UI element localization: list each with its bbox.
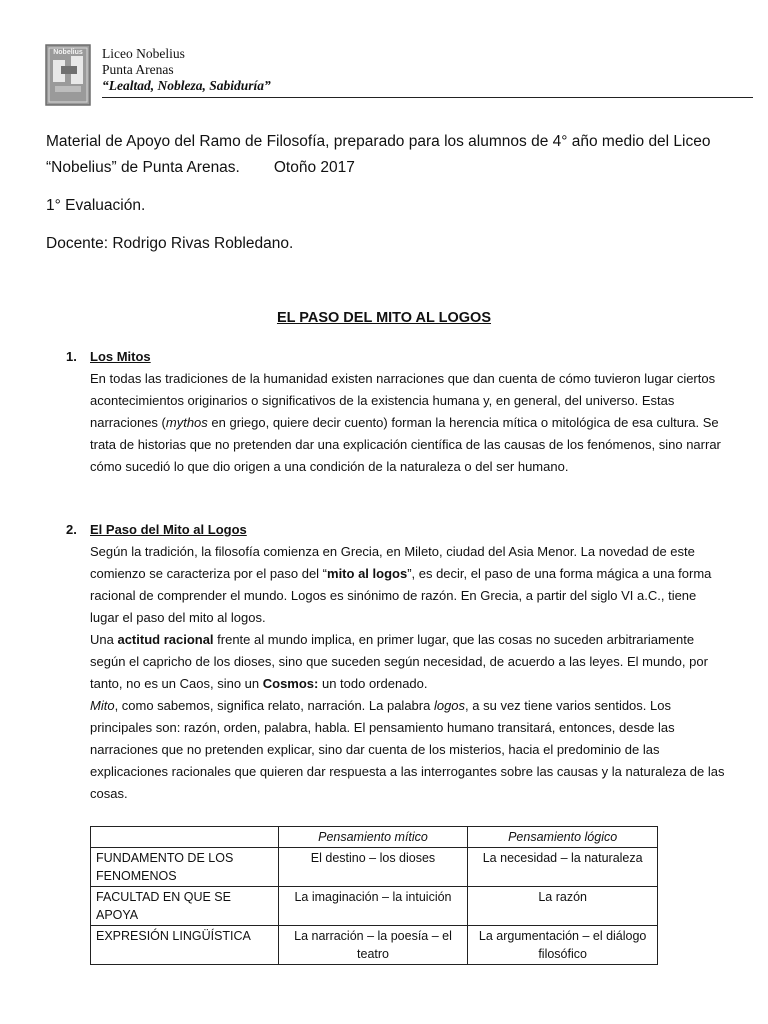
- table-row: [91, 848, 658, 887]
- school-info: [102, 46, 271, 94]
- section-heading: Los Mitos: [90, 349, 151, 364]
- season-text: Otoño 2017: [273, 159, 355, 176]
- table-cell: La narración – la poesía – el teatro: [278, 926, 468, 965]
- school-logo-icon: [45, 44, 91, 106]
- document-title: EL PASO DEL MITO AL LOGOS: [276, 310, 492, 326]
- intro-material: [46, 129, 736, 181]
- section-paragraph: Según la tradición, la filosofía comienza en Grecia, en Mileto, ciudad del Asia Menor. La novedad de este comienzo se caracteriza por el paso del “mito al logos”, es decir, el paso de una forma mágica a una forma racional de comprender el mundo. Logos es sinónimo de razón. En Grecia, a partir del siglo VI a.C., tiene lugar el paso del mito al logos.: [90, 544, 712, 625]
- section-heading: El Paso del Mito al Logos: [90, 522, 247, 537]
- school-name: Liceo Nobelius: [102, 46, 185, 61]
- header-rule: [102, 97, 753, 98]
- table-cell: FACULTAD EN QUE SE APOYA: [91, 887, 279, 926]
- school-city: Punta Arenas: [102, 62, 174, 77]
- section-number: 2.: [66, 522, 77, 537]
- section-mitos: [66, 346, 726, 478]
- table-header-row: [91, 827, 658, 848]
- table-header-cell: Pensamiento lógico: [468, 827, 658, 848]
- table-cell: La necesidad – la naturaleza: [468, 848, 658, 887]
- table-cell: La argumentación – el diálogo filosófico: [468, 926, 658, 965]
- logo-text: Nobelius: [53, 49, 83, 56]
- table-cell: La imaginación – la intuición: [278, 887, 468, 926]
- comparison-table: [90, 826, 658, 965]
- table-cell: La razón: [468, 887, 658, 926]
- section-paragraph: Mito, como sabemos, significa relato, narración. La palabra logos, a su vez tiene varios sentidos. Los principales son: razón, orden, palabra, habla. El pensamiento humano transitará, entonces, desde las narraciones que no pretenden explicar, sino dar cuenta de los misterios, hacia el predominio de las explicaciones racionales que quieren dar respuesta a las interrogantes sobre las causas y la naturaleza de las cosas.: [90, 698, 725, 801]
- section-number: 1.: [66, 349, 77, 364]
- teacher-text: Docente: Rodrigo Rivas Robledano.: [46, 235, 294, 252]
- table-cell: El destino – los dioses: [278, 848, 468, 887]
- table-header-cell: [91, 827, 279, 848]
- letterhead: [45, 44, 753, 104]
- section-paragraph: En todas las tradiciones de la humanidad existen narraciones que dan cuenta de cómo tuvieron lugar ciertos acontecimientos originarios o significativos de la existencia humana y, en general, del universo. Estas narraciones (mythos en griego, quiere decir cuento) forman la herencia mítica o mitológica de esa cultura. Se trata de historias que no pretenden dar una explicación científica de las causas de los fenómenos, sino narrar cómo sucedió lo que dio origen a una condición de la naturaleza o del ser humano.: [90, 371, 721, 474]
- table-header-cell: Pensamiento mítico: [278, 827, 468, 848]
- school-motto: “Lealtad, Nobleza, Sabiduría”: [102, 78, 271, 93]
- table-cell: EXPRESIÓN LINGÜÍSTICA: [91, 926, 279, 965]
- material-text: Material de Apoyo del Ramo de Filosofía, preparado para los alumnos de 4° año medio del Liceo “Nobelius” de Punta Arenas.: [46, 133, 711, 176]
- section-paragraph: Una actitud racional frente al mundo implica, en primer lugar, que las cosas no suceden arbitrariamente según el capricho de los dioses, sino que suceden según necesidad, de acuerdo a las leyes. El mundo, por tanto, no es un Caos, sino un Cosmos: un todo ordenado.: [90, 632, 708, 691]
- table-row: [91, 926, 658, 965]
- table-row: [91, 887, 658, 926]
- table-cell: FUNDAMENTO DE LOS FENOMENOS: [91, 848, 279, 887]
- evaluation-text: 1° Evaluación.: [46, 197, 146, 214]
- section-paso-mito-logos: [66, 519, 726, 805]
